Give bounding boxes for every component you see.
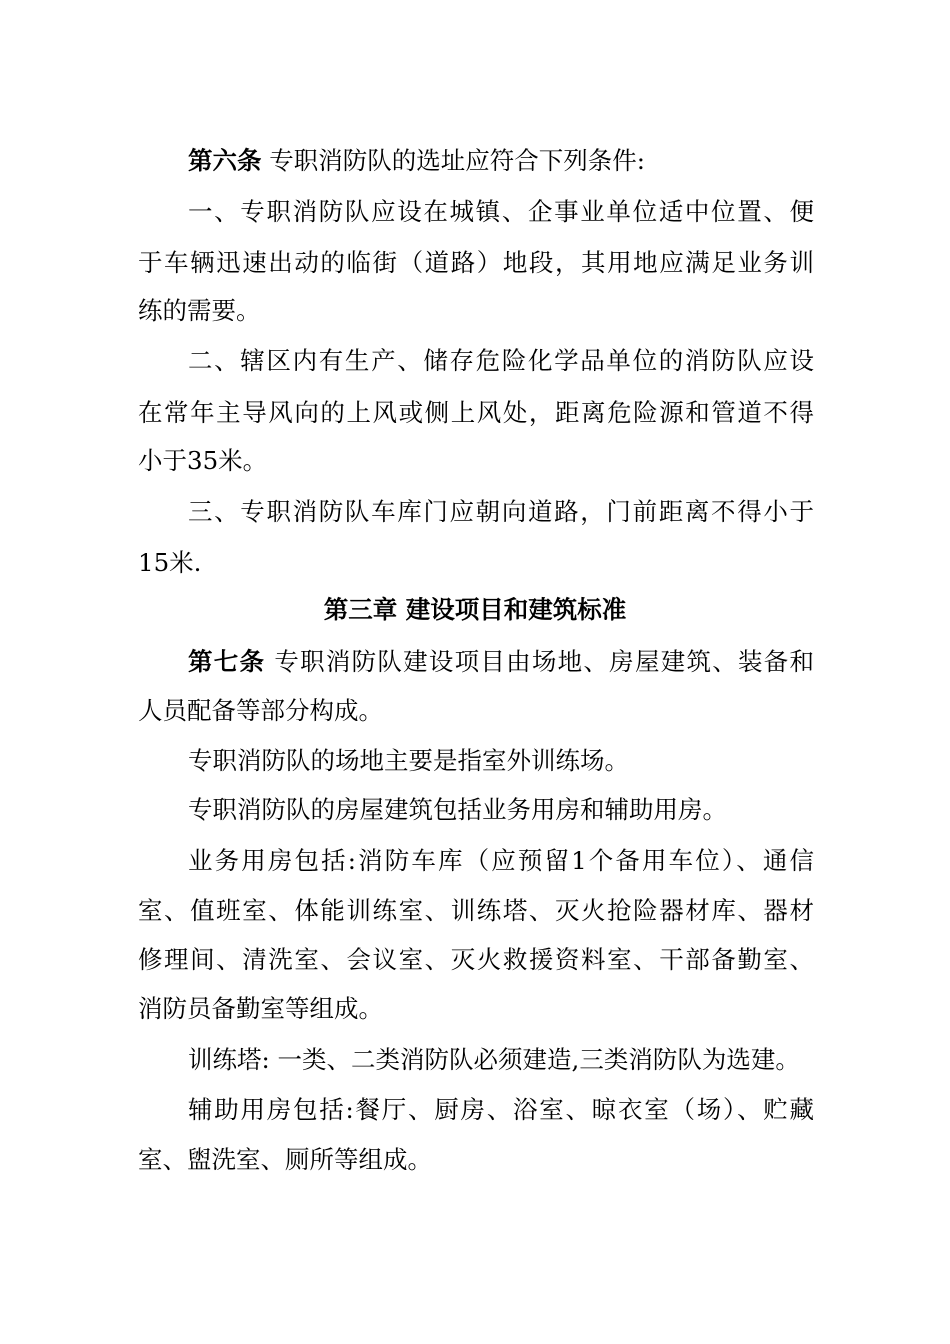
- article6-label: 第六条: [188, 146, 262, 175]
- article7-business-line2: 室、值班室、体能训练室、训练塔、灭火抢险器材库、器材: [138, 896, 814, 925]
- article6-heading-line: [188, 146, 814, 176]
- article6-text: 专职消防队的选址应符合下列条件:: [269, 146, 646, 175]
- article6-item1-line3: 练的需要。: [138, 296, 261, 325]
- article6-item2-line3: 小于35米。: [138, 446, 268, 475]
- article7-line2: 人员配备等部分构成。: [138, 696, 383, 725]
- article6-item1-line2: 于车辆迅速出动的临街（道路）地段，其用地应满足业务训: [138, 248, 814, 277]
- article7-text: 专职消防队建设项目由场地、房屋建筑、装备和: [274, 647, 814, 676]
- chapter-heading: 第三章 建设项目和建筑标准: [323, 595, 627, 624]
- article7-business-line1: 业务用房包括:消防车库（应预留1个备用车位）、通信: [188, 846, 814, 875]
- article6-item2-line1: 二、辖区内有生产、储存危险化学品单位的消防队应设: [188, 346, 814, 375]
- article6-item3-line1: 三、专职消防队车库门应朝向道路，门前距离不得小于: [188, 497, 814, 526]
- article7-business-line3: 修理间、清洗室、会议室、灭火救援资料室、干部备勤室、: [138, 945, 814, 974]
- article7-label: 第七条: [188, 647, 266, 676]
- article7-tower-paragraph: 训练塔: 一类、二类消防队必须建造,三类消防队为选建。: [188, 1045, 800, 1074]
- article7-heading-line: [188, 647, 814, 677]
- article7-buildings-paragraph: 专职消防队的房屋建筑包括业务用房和辅助用房。: [188, 795, 727, 824]
- article6-item1-line1: 一、专职消防队应设在城镇、企事业单位适中位置、便: [188, 197, 814, 226]
- article7-site-paragraph: 专职消防队的场地主要是指室外训练场。: [188, 746, 629, 775]
- article6-item3-line2: 15米.: [138, 548, 202, 577]
- article7-auxiliary-line2: 室、盥洗室、厕所等组成。: [138, 1145, 432, 1174]
- article6-item2-line2: 在常年主导风向的上风或侧上风处，距离危险源和管道不得: [138, 398, 814, 427]
- article7-business-line4: 消防员备勤室等组成。: [138, 994, 383, 1023]
- article7-auxiliary-line1: 辅助用房包括:餐厅、厨房、浴室、晾衣室（场）、贮藏: [188, 1095, 814, 1124]
